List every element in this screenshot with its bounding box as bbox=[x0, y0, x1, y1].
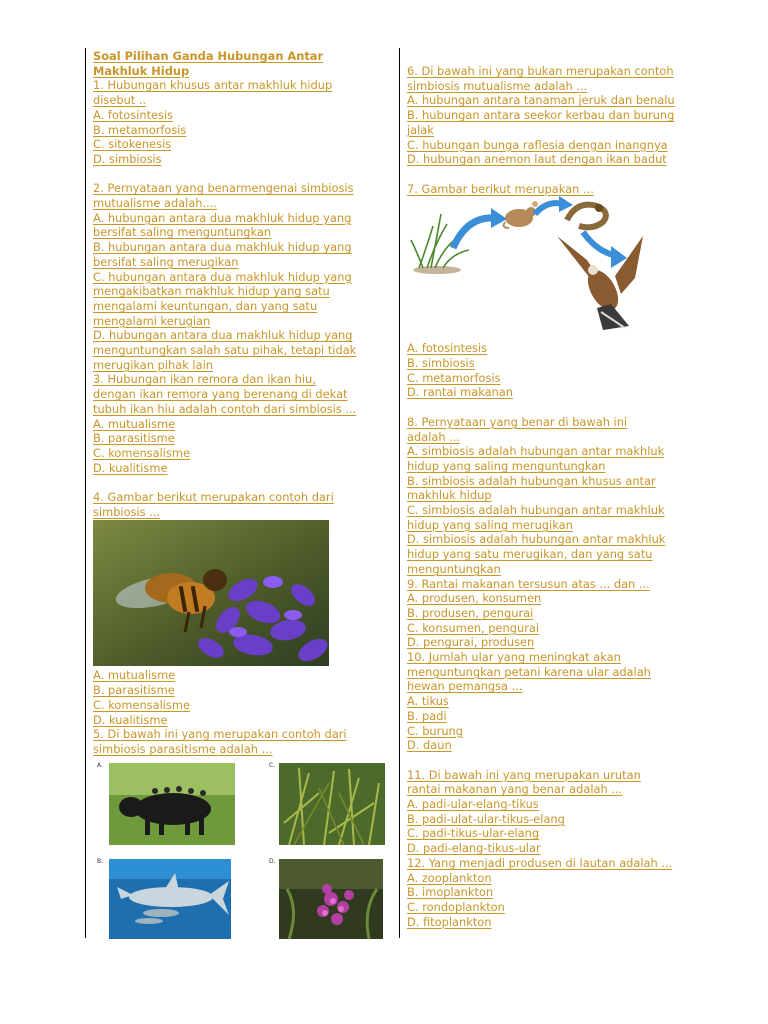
q2-option-c[interactable]: mengakibatkan makhluk hidup yang satu bbox=[93, 284, 330, 299]
question-10: menguntungkan petani karena ular adalah bbox=[407, 664, 651, 679]
q6-option-b[interactable]: jalak bbox=[407, 122, 434, 137]
spacer bbox=[93, 167, 393, 182]
question-5: 5. Di bawah ini yang merupakan contoh dari bbox=[93, 727, 347, 742]
q11-option-c[interactable]: C. padi-tikus-ular-elang bbox=[407, 826, 540, 841]
q8-option-c[interactable]: C. simbiosis adalah hubungan antar makhluk bbox=[407, 503, 665, 518]
question-10: hewan pemangsa ... bbox=[407, 679, 523, 694]
q2-option-c[interactable]: mengalami keuntungan, dan yang satu bbox=[93, 298, 318, 313]
q1-option-c[interactable]: C. sitokenesis bbox=[93, 137, 172, 152]
q3-option-d[interactable]: D. kualitisme bbox=[93, 460, 168, 475]
q2-option-b[interactable]: bersifat saling merugikan bbox=[93, 254, 239, 269]
q10-option-c[interactable]: C. burung bbox=[407, 723, 463, 738]
q4-option-b[interactable]: B. parasitisme bbox=[93, 683, 175, 698]
q8-option-b[interactable]: makhluk hidup bbox=[407, 488, 492, 503]
q5-image-grid bbox=[93, 759, 393, 939]
q6-option-a[interactable]: A. hubungan antara tanaman jeruk dan benalu bbox=[407, 93, 675, 108]
question-2: mutualisme adalah.... bbox=[93, 196, 218, 211]
buffalo-with-birds-image bbox=[109, 763, 235, 845]
q2-option-b[interactable]: B. hubungan antara dua makhluk hidup yang bbox=[93, 240, 352, 255]
q8-option-d[interactable]: hidup yang satu merugikan, dan yang satu bbox=[407, 547, 653, 562]
q12-option-d[interactable]: D. fitoplankton bbox=[407, 914, 492, 929]
q6-option-c[interactable]: C. hubungan bunga raflesia dengan inangnya bbox=[407, 137, 668, 152]
question-3: dengan ikan remora yang berenang di dekat bbox=[93, 387, 348, 402]
question-12: 12. Yang menjadi produsen di lautan adalah ... bbox=[407, 855, 673, 870]
question-8: 8. Pernyataan yang benar di bawah ini bbox=[407, 414, 628, 429]
q12-option-a[interactable]: A. zooplankton bbox=[407, 870, 492, 885]
q11-option-d[interactable]: D. padi-elang-tikus-ular bbox=[407, 841, 541, 856]
question-6: simbiosis mutualisme adalah ... bbox=[407, 78, 588, 93]
q10-option-a[interactable]: A. tikus bbox=[407, 694, 449, 709]
q3-option-c[interactable]: C. komensalisme bbox=[93, 445, 190, 460]
q4-option-c[interactable]: C. komensalisme bbox=[93, 697, 190, 712]
q7-option-b[interactable]: B. simbiosis bbox=[407, 356, 475, 371]
shark-and-remora-image bbox=[109, 859, 231, 939]
q7-option-c[interactable]: C. metamorfosis bbox=[407, 370, 501, 385]
q6-option-b[interactable]: B. hubungan antara seekor kerbau dan burung bbox=[407, 108, 675, 123]
spacer bbox=[407, 400, 675, 415]
worksheet-title-line: Makhluk Hidup bbox=[93, 63, 190, 78]
q4-option-d[interactable]: D. kualitisme bbox=[93, 712, 168, 727]
question-11: rantai makanan yang benar adalah ... bbox=[407, 782, 623, 797]
orchid-on-tree-image bbox=[279, 763, 385, 845]
q11-option-b[interactable]: B. padi-ulat-ular-tikus-elang bbox=[407, 811, 565, 826]
image-label-b: B. bbox=[97, 857, 104, 865]
q2-option-d[interactable]: menguntungkan salah satu pihak, tetapi tidak bbox=[93, 343, 357, 358]
q9-option-a[interactable]: A. produsen, konsumen bbox=[407, 591, 542, 606]
spacer bbox=[407, 167, 675, 182]
q3-option-b[interactable]: B. parasitisme bbox=[93, 431, 175, 446]
q10-option-b[interactable]: B. padi bbox=[407, 708, 447, 723]
q1-option-d[interactable]: D. simbiosis bbox=[93, 151, 162, 166]
q3-option-a[interactable]: A. mutualisme bbox=[93, 416, 176, 431]
question-3: 3. Hubungan ikan remora dan ikan hiu, bbox=[93, 372, 316, 387]
q12-option-b[interactable]: B. imoplankton bbox=[407, 885, 494, 900]
question-8: adalah ... bbox=[407, 429, 461, 444]
worksheet-title-line: Soal Pilihan Ganda Hubungan Antar bbox=[93, 49, 324, 63]
q9-option-b[interactable]: B. produsen, pengurai bbox=[407, 605, 534, 620]
food-chain-image bbox=[407, 196, 647, 339]
rafflesia-flower-image bbox=[279, 859, 383, 939]
q2-option-c[interactable]: mengalami kerugian bbox=[93, 313, 211, 328]
question-1: disebut .. bbox=[93, 93, 147, 108]
question-4: simbiosis ... bbox=[93, 504, 161, 519]
q6-option-d[interactable]: D. hubungan anemon laut dengan ikan badut bbox=[407, 152, 667, 167]
q9-option-d[interactable]: D. pengurai, produsen bbox=[407, 635, 535, 650]
q10-option-d[interactable]: D. daun bbox=[407, 738, 452, 753]
question-1: 1. Hubungan khusus antar makhluk hidup bbox=[93, 78, 333, 93]
q8-option-a[interactable]: hidup yang saling menguntungkan bbox=[407, 458, 606, 473]
q7-option-d[interactable]: D. rantai makanan bbox=[407, 385, 513, 400]
q1-option-a[interactable]: A. fotosintesis bbox=[93, 107, 174, 122]
q1-option-b[interactable]: B. metamorfosis bbox=[93, 122, 187, 137]
question-11: 11. Di bawah ini yang merupakan urutan bbox=[407, 767, 641, 782]
question-10: 10. Jumlah ular yang meningkat akan bbox=[407, 650, 621, 665]
bee-on-flower-image bbox=[93, 520, 329, 666]
image-label-c: C. bbox=[269, 761, 276, 769]
question-5: simbiosis parasitisme adalah ... bbox=[93, 741, 273, 756]
q7-option-a[interactable]: A. fotosintesis bbox=[407, 341, 488, 356]
q2-option-c[interactable]: C. hubungan antara dua makhluk hidup yang bbox=[93, 269, 352, 284]
q8-option-a[interactable]: A. simbiosis adalah hubungan antar makhluk bbox=[407, 444, 665, 459]
q11-option-a[interactable]: A. padi-ular-elang-tikus bbox=[407, 797, 539, 812]
question-7: 7. Gambar berikut merupakan ... bbox=[407, 181, 594, 196]
image-label-a: A. bbox=[97, 761, 103, 769]
q4-option-a[interactable]: A. mutualisme bbox=[93, 668, 176, 683]
image-label-d: D. bbox=[269, 857, 276, 865]
q8-option-b[interactable]: B. simbiosis adalah hubungan khusus antar bbox=[407, 473, 656, 488]
column-divider bbox=[399, 48, 400, 938]
q8-option-d[interactable]: D. simbiosis adalah hubungan antar makhluk bbox=[407, 532, 666, 547]
question-4: 4. Gambar berikut merupakan contoh dari bbox=[93, 490, 334, 505]
q8-option-c[interactable]: hidup yang saling merugikan bbox=[407, 517, 573, 532]
spacer bbox=[93, 475, 393, 490]
question-3: tubuh ikan hiu adalah contoh dari simbiosis ... bbox=[93, 401, 357, 416]
question-9: 9. Rantai makanan tersusun atas ... dan ... bbox=[407, 576, 650, 591]
left-column bbox=[93, 49, 393, 941]
q8-option-d[interactable]: menguntungkan bbox=[407, 561, 501, 576]
q12-option-c[interactable]: C. rondoplankton bbox=[407, 900, 505, 914]
left-margin-rule bbox=[85, 48, 86, 938]
question-2: 2. Pernyataan yang benarmengenai simbiosis bbox=[93, 181, 354, 196]
q2-option-d[interactable]: D. hubungan antara dua makhluk hidup yang bbox=[93, 328, 353, 343]
q2-option-a[interactable]: bersifat saling menguntungkan bbox=[93, 225, 272, 240]
q2-option-d[interactable]: merugikan pihak lain bbox=[93, 357, 213, 372]
right-column bbox=[407, 64, 675, 929]
q2-option-a[interactable]: A. hubungan antara dua makhluk hidup yang bbox=[93, 210, 352, 225]
question-6: 6. Di bawah ini yang bukan merupakan contoh bbox=[407, 64, 674, 78]
spacer bbox=[407, 753, 675, 768]
q9-option-c[interactable]: C. konsumen, pengurai bbox=[407, 620, 540, 635]
